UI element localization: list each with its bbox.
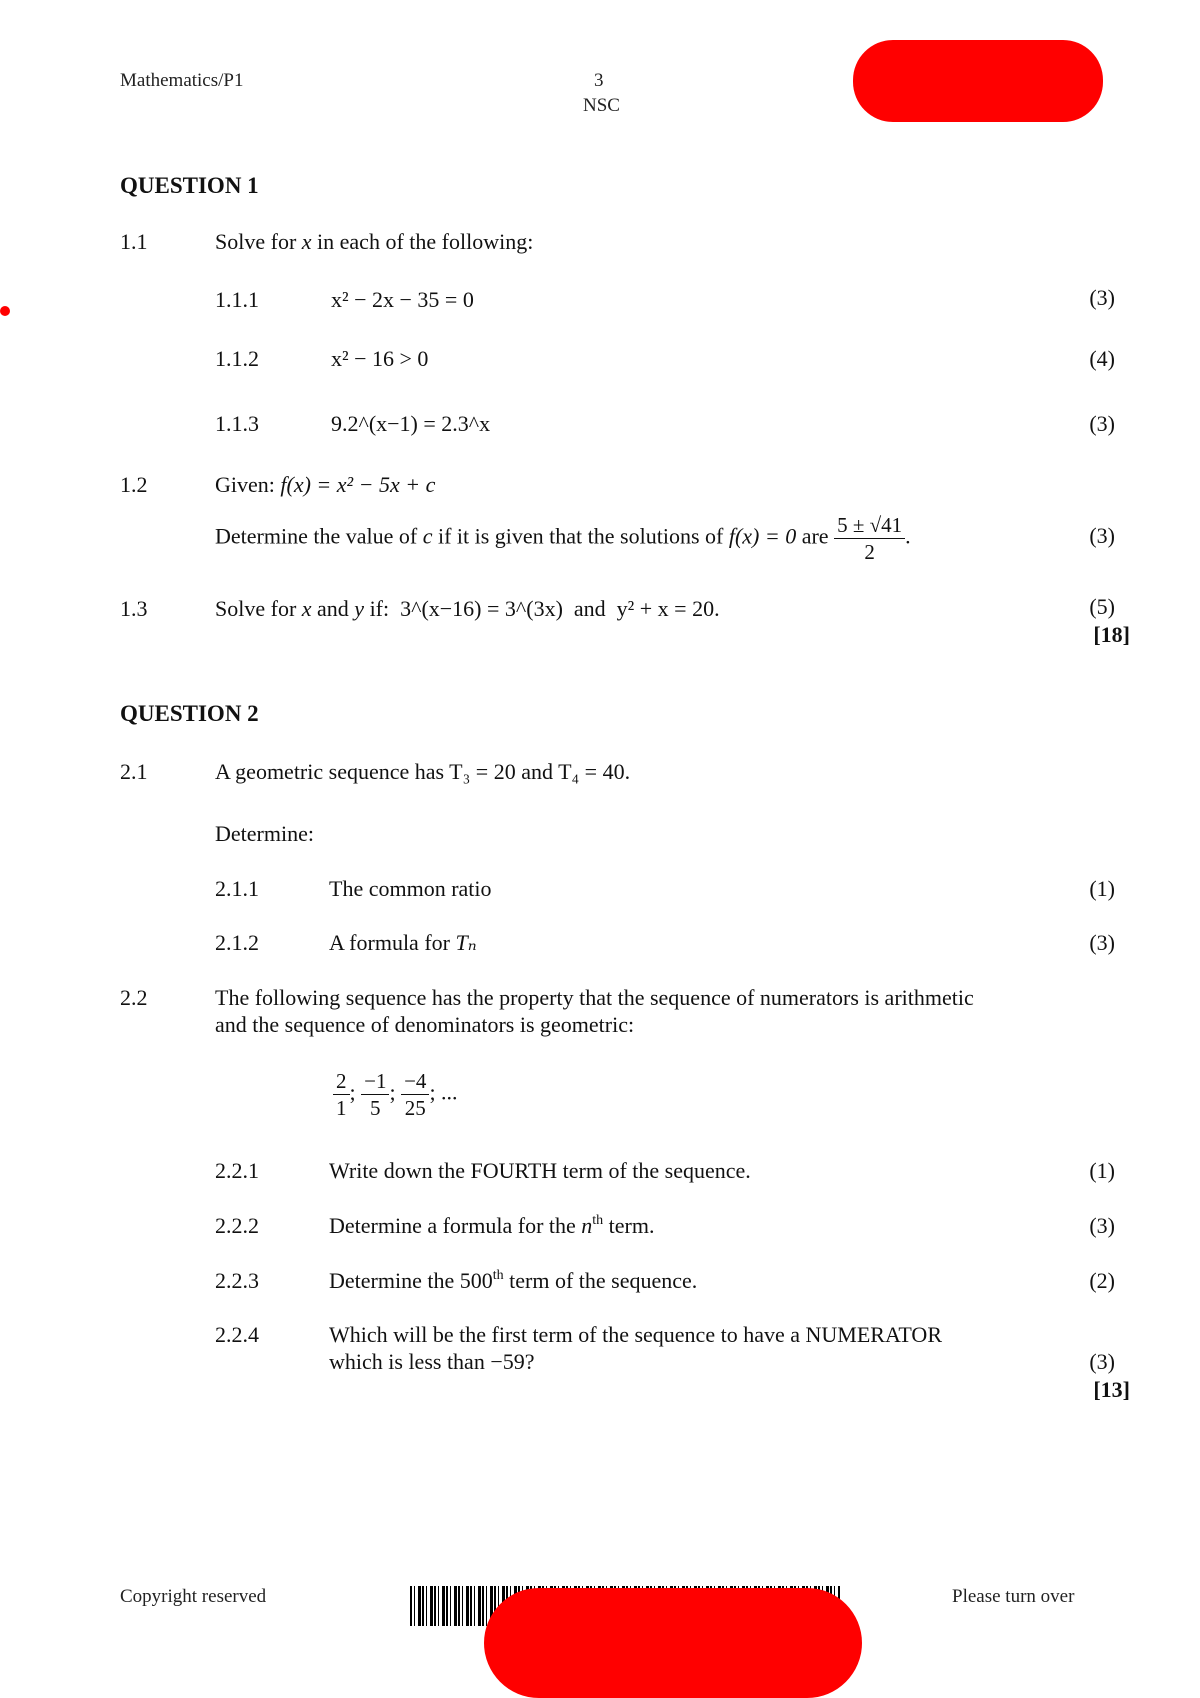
q1-2-solution-fraction: $\frac{5 \pm √41}{2}$ [834,512,905,565]
q2-2-number: 2.2 [120,985,148,1010]
q2-1-1-marks: (1) [1089,876,1115,901]
q1-1-1-expr: x² − 2x − 35 = 0 [331,287,474,312]
question-1-title: QUESTION 1 [120,173,259,198]
q2-1-2-number: 2.1.2 [215,930,259,955]
q1-1-2-expr: x² − 16 > 0 [331,346,429,371]
q1-3-text: Solve for x and y if: 3^(x−16) = 3^(3x) and y² + x = 20. [215,596,720,621]
q1-1-1-number: 1.1.1 [215,287,259,312]
q1-1-text: Solve for x in each of the following: [215,229,534,254]
q2-2-4-line1: Which will be the first term of the sequence to have a NUMERATOR [329,1322,942,1347]
q2-2-4-marks: (3) [1089,1349,1115,1374]
q2-2-1-marks: (1) [1089,1158,1115,1183]
q2-1-2-text: A formula for Tₙ [329,930,477,955]
q2-2-2-number: 2.2.2 [215,1213,259,1238]
q2-1-1-number: 2.1.1 [215,876,259,901]
header-exam-code: NSC [583,95,620,116]
q1-3-marks: (5) [1089,594,1115,619]
q2-1-determine: Determine: [215,821,314,846]
q2-2-2-marks: (3) [1089,1213,1115,1238]
q1-3-number: 1.3 [120,596,148,621]
sequence-term-1: $\frac{2}{1}$ [333,1068,350,1121]
redaction-mark-top [853,40,1103,122]
redaction-mark-bottom [484,1588,862,1698]
q2-2-4-line2: which is less than −59? [329,1349,535,1374]
header-page-number: 3 [594,70,604,91]
sequence-term-3: $\frac{-4}{25}$ [401,1068,429,1121]
footer-copyright: Copyright reserved [120,1586,267,1607]
q2-2-3-number: 2.2.3 [215,1268,259,1293]
q2-2-3-text: Determine the 500th term of the sequence. [329,1268,698,1293]
q2-1-number: 2.1 [120,759,148,784]
q1-1-2-marks: (4) [1089,346,1115,371]
footer-turn-over: Please turn over [952,1586,1075,1607]
q2-2-1-number: 2.2.1 [215,1158,259,1183]
q2-1-1-text: The common ratio [329,876,492,901]
q1-1-number: 1.1 [120,229,148,254]
q1-1-2-number: 1.1.2 [215,346,259,371]
q1-1-1-marks: (3) [1089,285,1115,310]
q2-2-1-text: Write down the FOURTH term of the sequence. [329,1158,751,1183]
q2-1-2-marks: (3) [1089,930,1115,955]
sequence-ellipsis: ; ... [429,1079,458,1105]
header-subject: Mathematics/P1 [120,70,244,91]
q2-2-line2: and the sequence of denominators is geometric: [215,1012,635,1037]
q2-2-2-text: Determine a formula for the $n^{th}$ term. [329,1213,655,1238]
q1-1-3-number: 1.1.3 [215,411,259,436]
q2-1-text: A geometric sequence has T₃ = 20 and T₄ = 40. [215,759,631,784]
q1-1-3-expr: 9.2^(x−1) = 2.3^x [331,411,491,436]
q2-2-line1: The following sequence has the property that the sequence of numerators is arithmetic [215,985,974,1010]
sequence-term-2: $\frac{-1}{5}$ [361,1068,389,1121]
q1-2-question: Determine the value of c if it is given that the solutions of f(x) = 0 are $\frac{5 \pm √41}{2}$ . [215,513,911,564]
q1-2-given: Given: f(x) = x² − 5x + c [215,472,436,497]
q1-2-marks: (3) [1089,523,1115,548]
red-dot-marker [0,306,10,316]
q1-total-marks: [18] [1093,622,1130,647]
q1-2-number: 1.2 [120,472,148,497]
q2-total-marks: [13] [1093,1377,1130,1402]
q2-2-4-number: 2.2.4 [215,1322,259,1347]
q2-2-3-marks: (2) [1089,1268,1115,1293]
q2-2-sequence: $\frac{2}{1}$ ; $\frac{-1}{5}$ ; $\frac{-4}{25}$ ; ... [333,1068,458,1121]
q1-1-3-marks: (3) [1089,411,1115,436]
question-2-title: QUESTION 2 [120,701,259,726]
